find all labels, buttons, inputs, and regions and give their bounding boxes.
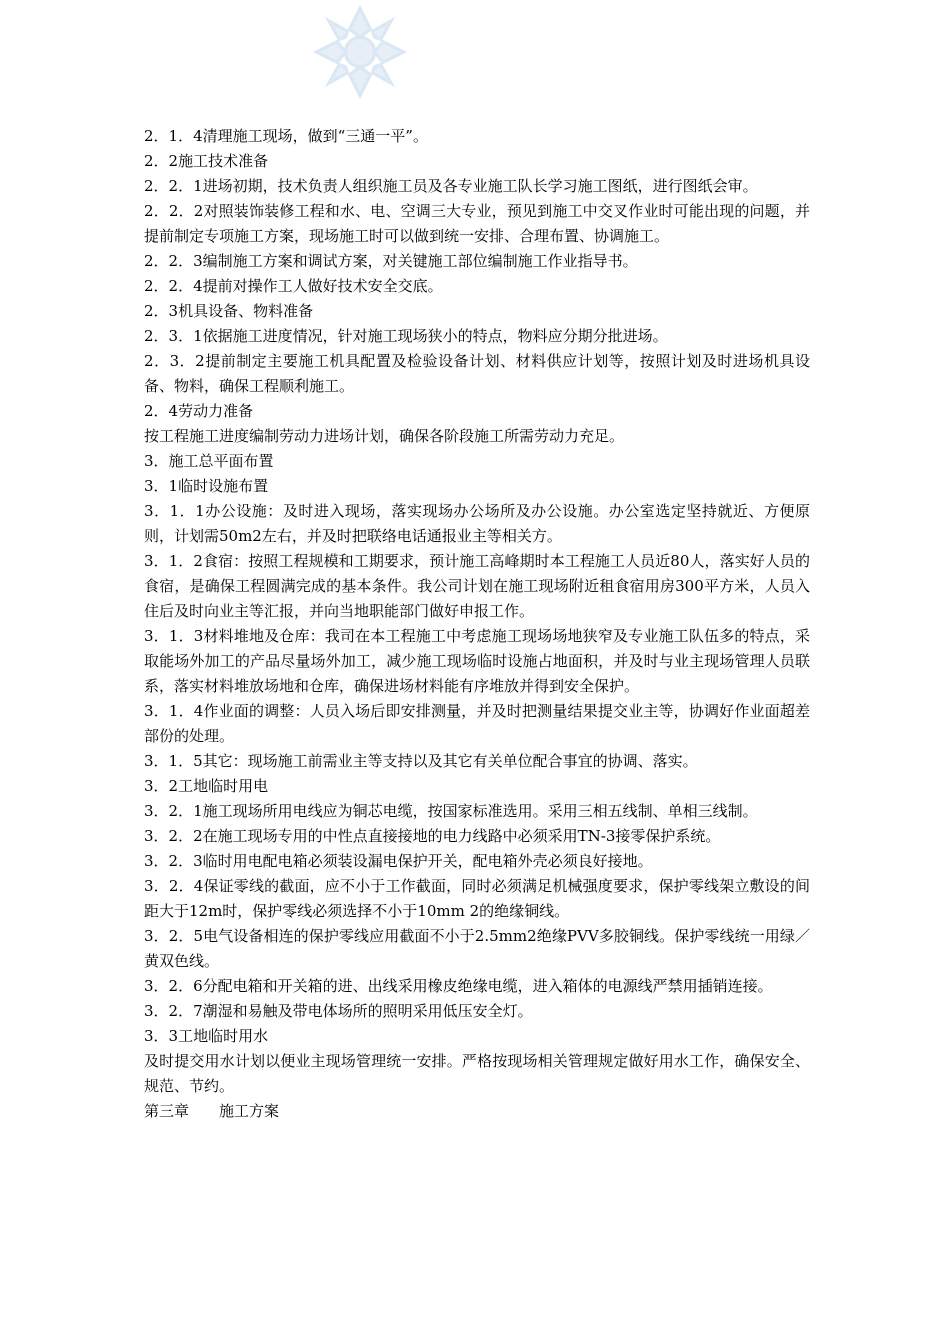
paragraph: 2．1．4清理施工现场，做到“三通一平”。 xyxy=(144,127,428,145)
paragraph: 3．2．2在施工现场专用的中性点直接接地的电力线路中必须采用TN-3接零保护系统。 xyxy=(144,827,721,845)
paragraph: 按工程施工进度编制劳动力进场计划，确保各阶段施工所需劳动力充足。 xyxy=(144,427,625,445)
paragraph: 3．2．3临时用电配电箱必须装设漏电保护开关，配电箱外壳必须良好接地。 xyxy=(144,852,653,870)
paragraph: 3．1．5其它：现场施工前需业主等支持以及其它有关单位配合事宜的协调、落实。 xyxy=(144,752,698,770)
paragraph: 3．1．2食宿：按照工程规模和工期要求，预计施工高峰期时本工程施工人员近80人，落实好人员的食宿，是确保工程圆满完成的基本条件。我公司计划在施工现场附近租食宿用房300平方米，人员入住后及时向业主等汇报，并向当地职能部门做好申报工作。 xyxy=(144,552,810,620)
paragraph: 3．1．1办公设施：及时进入现场，落实现场办公场所及办公设施。办公室选定坚持就近、方便原则，计划需50m2左右，并及时把联络电话通报业主等相关方。 xyxy=(144,502,810,545)
paragraph: 2．3．1依据施工进度情况，针对施工现场狭小的特点，物料应分期分批进场。 xyxy=(144,327,668,345)
paragraph: 3．2．5电气设备相连的保护零线应用截面不小于2.5mm2绝缘PVV多胶铜线。保护零线统一用绿／黄双色线。 xyxy=(144,927,810,970)
paragraph: 3．1．3材料堆地及仓库：我司在本工程施工中考虑施工现场场地狭窄及专业施工队伍多的特点，采取能场外加工的产品尽量场外加工，减少施工现场临时设施占地面积，并及时与业主现场管理人员联系，落实材料堆放场地和仓库，确保进场材料能有序堆放并得到安全保护。 xyxy=(144,627,810,695)
chapter-heading: 第三章 施工方案 xyxy=(144,1102,280,1120)
paragraph: 2．2．2对照装饰装修工程和水、电、空调三大专业，预见到施工中交叉作业时可能出现的问题，并提前制定专项施工方案，现场施工时可以做到统一安排、合理布置、协调施工。 xyxy=(144,202,810,245)
section-heading: 3．2工地临时用电 xyxy=(144,777,269,795)
paragraph: 3．2．6分配电箱和开关箱的进、出线采用橡皮绝缘电缆，进入箱体的电源线严禁用插销连接。 xyxy=(144,977,773,995)
flower-logo-icon xyxy=(308,0,412,104)
paragraph: 2．2．1进场初期，技术负责人组织施工员及各专业施工队长学习施工图纸，进行图纸会审。 xyxy=(144,177,758,195)
paragraph: 2．3．2提前制定主要施工机具配置及检验设备计划、材料供应计划等，按照计划及时进场机具设备、物料，确保工程顺利施工。 xyxy=(144,352,810,395)
document-body xyxy=(144,124,810,1124)
section-heading: 3．3工地临时用水 xyxy=(144,1027,269,1045)
section-heading: 2．4劳动力准备 xyxy=(144,402,254,420)
paragraph: 3．2．4保证零线的截面，应不小于工作截面，同时必须满足机械强度要求，保护零线架立敷设的间距大于12m时，保护零线必须选择不小于10mm 2的绝缘铜线。 xyxy=(144,877,810,920)
section-heading: 3．施工总平面布置 xyxy=(144,452,274,470)
section-heading: 3．1临时设施布置 xyxy=(144,477,269,495)
paragraph: 3．2．7潮湿和易触及带电体场所的照明采用低压安全灯。 xyxy=(144,1002,533,1020)
paragraph: 及时提交用水计划以便业主现场管理统一安排。严格按现场相关管理规定做好用水工作，确保安全、规范、节约。 xyxy=(144,1052,810,1095)
section-heading: 2．3机具设备、物料准备 xyxy=(144,302,314,320)
section-heading: 2．2施工技术准备 xyxy=(144,152,269,170)
paragraph: 3．1．4作业面的调整：人员入场后即安排测量，并及时把测量结果提交业主等，协调好作业面超差部份的处理。 xyxy=(144,702,810,745)
paragraph: 3．2．1施工现场所用电线应为铜芯电缆，按国家标准选用。采用三相五线制、单相三线制。 xyxy=(144,802,758,820)
paragraph: 2．2．4提前对操作工人做好技术安全交底。 xyxy=(144,277,443,295)
paragraph: 2．2．3编制施工方案和调试方案，对关键施工部位编制施工作业指导书。 xyxy=(144,252,638,270)
